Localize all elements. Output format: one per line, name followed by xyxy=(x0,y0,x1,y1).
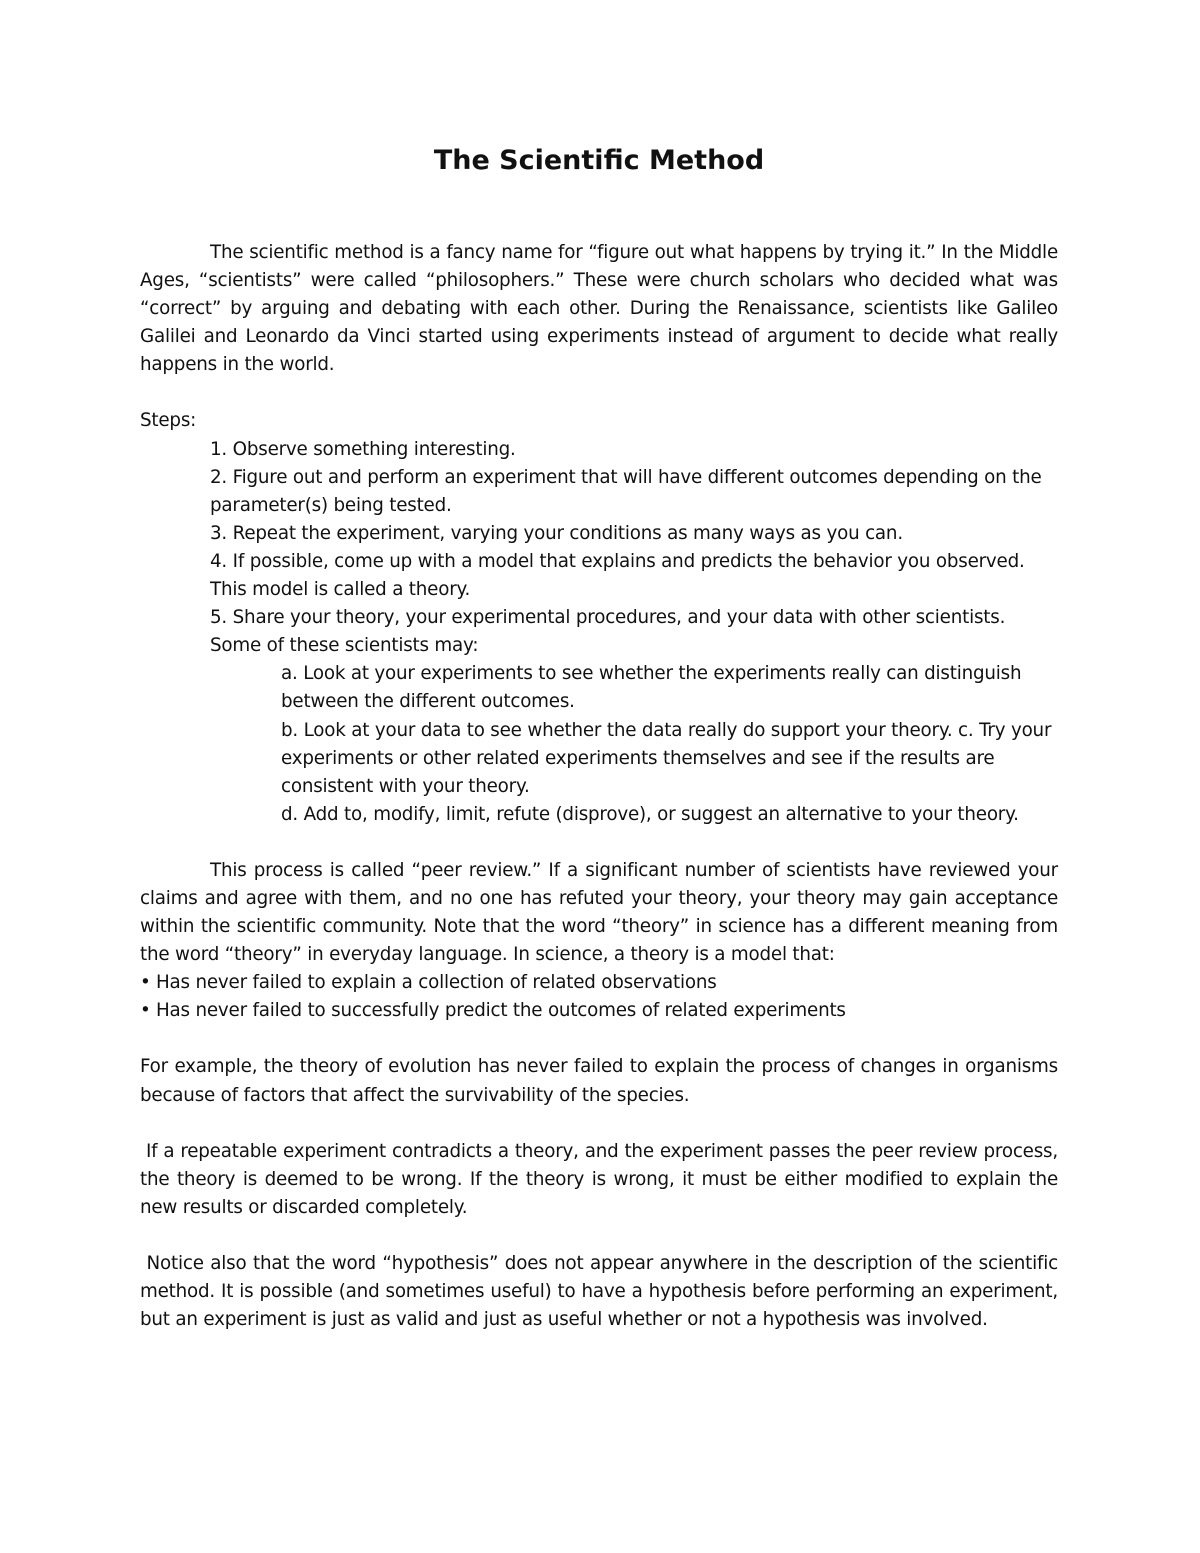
substep-item: a. Look at your experiments to see whether the experiments really can distinguish between the different outcomes. xyxy=(281,663,1022,713)
step-item: 5. Share your theory, your experimental procedures, and your data with other scientists. Some of these scientists may: xyxy=(210,607,1006,657)
substep-item: b. Look at your data to see whether the data really do support your theory. c. Try your experiments or other related experiments themselves and see if the results are consistent with your theory. xyxy=(281,719,1052,797)
bullet-item xyxy=(140,997,1058,1025)
spacer xyxy=(140,1025,1058,1053)
hypothesis-paragraph: Notice also that the word “hypothesis” does not appear anywhere in the description of the scientific method. It is possible (and sometimes useful) to have a hypothesis before performing an experiment, but an experiment is just as valid and just as useful whether or not a hypothesis was involved. xyxy=(140,1252,1064,1331)
step-item: 2. Figure out and perform an experiment that will have different outcomes depending on the parameter(s) being tested. xyxy=(210,466,1042,516)
bullet-text: Has never failed to successfully predict the outcomes of related experiments xyxy=(156,1000,846,1022)
example-paragraph: For example, the theory of evolution has never failed to explain the process of changes in organisms because of factors that affect the survivability of the species. xyxy=(140,1056,1058,1106)
bullet-icon: • xyxy=(140,972,151,994)
document-body xyxy=(140,239,1064,1334)
spacer xyxy=(140,829,1058,857)
bullet-item xyxy=(140,969,1058,997)
step-item: 4. If possible, come up with a model that explains and predicts the behavior you observed. This model is called a theory. xyxy=(210,550,1025,601)
spacer xyxy=(140,379,1058,407)
intro-paragraph: The scientific method is a fancy name for “figure out what happens by trying it.” In the Middle Ages, “scientists” were called “philosophers.” These were church scholars who decided what was “correct” by arguing and debating with each other. During the Renaissance, scientists like Galileo Galilei and Leonardo da Vinci started using experiments instead of argument to decide what really happens in the world. xyxy=(140,242,1058,376)
bullet-icon: • xyxy=(140,1000,151,1022)
step-item: 3. Repeat the experiment, varying your conditions as many ways as you can. xyxy=(210,522,903,544)
contradiction-paragraph: If a repeatable experiment contradicts a theory, and the experiment passes the peer review process, the theory is deemed to be wrong. If the theory is wrong, it must be either modified to explain the new results or discarded completely. xyxy=(140,1140,1064,1218)
steps-heading: Steps: xyxy=(140,410,197,432)
peer-review-paragraph: This process is called “peer review.” If a significant number of scientists have reviewed your claims and agree with them, and no one has refuted your theory, your theory may gain acceptance within the scientific community. Note that the word “theory” in science has a different meaning from the word “theory” in everyday language. In science, a theory is a model that: xyxy=(140,859,1058,966)
spacer xyxy=(140,1110,1058,1138)
page-title: The Scientific Method xyxy=(433,145,765,176)
bullet-text: Has never failed to explain a collection of related observations xyxy=(156,972,717,994)
step-item: 1. Observe something interesting. xyxy=(210,438,516,460)
spacer xyxy=(140,1222,1058,1250)
substep-item: d. Add to, modify, limit, refute (disprove), or suggest an alternative to your theory. xyxy=(281,803,1019,825)
